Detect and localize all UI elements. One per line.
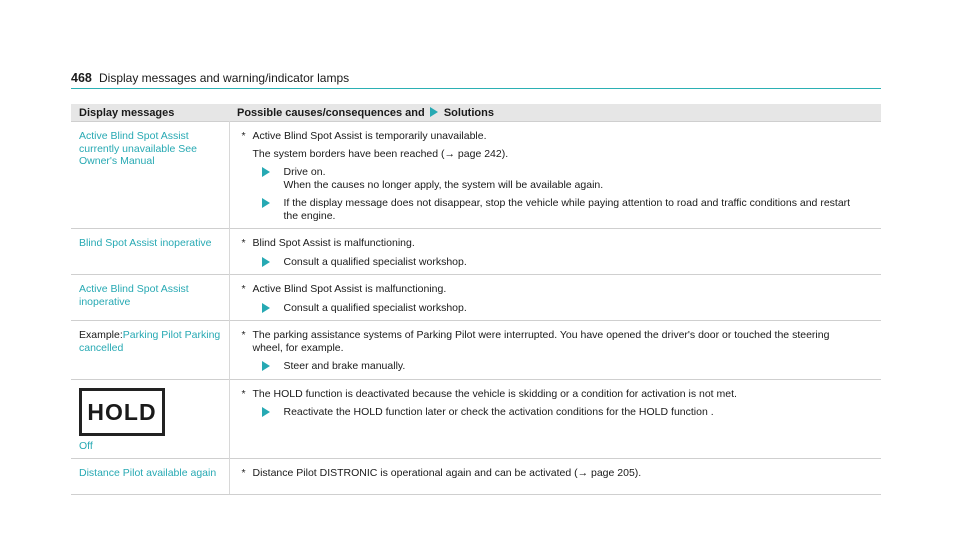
display-messages-table [71, 104, 881, 495]
table-row [71, 379, 881, 459]
step-text: Steer and brake manually. [283, 360, 406, 372]
cause [242, 467, 862, 480]
cause [242, 237, 862, 250]
step-detail: When the causes no longer apply, the system will be available again. [283, 178, 604, 191]
star-icon: * [241, 237, 246, 249]
table-row [71, 459, 881, 495]
cause [242, 388, 862, 401]
step-text: Reactivate the HOLD function later or check the activation conditions for the HOLD function . [283, 406, 714, 418]
cause-detail: The system borders have been reached (→ page 242). [252, 147, 509, 160]
solution-step [242, 406, 862, 419]
table-row [71, 229, 881, 275]
cause-text: Distance Pilot DISTRONIC is operational again and can be activated (→ page 205). [252, 467, 642, 479]
table-header-row [71, 104, 881, 122]
table-row [71, 321, 881, 380]
cause-text: The HOLD function is deactivated because the vehicle is skidding or a condition for activation is not met. [252, 387, 737, 400]
solution-step [242, 166, 862, 191]
column-header-messages: Display messages [71, 104, 229, 122]
cause [242, 283, 862, 296]
display-message-link[interactable]: Distance Pilot available again [79, 467, 217, 479]
cause-text: Blind Spot Assist is malfunctioning. [252, 237, 415, 249]
solution-cell [229, 229, 881, 275]
message-cell [71, 122, 229, 229]
message-cell [71, 379, 229, 459]
solution-cell [229, 379, 881, 459]
column-header-solutions-prefix: Possible causes/consequences and [237, 106, 425, 119]
arrow-right-icon [430, 107, 438, 117]
solution-step [242, 197, 862, 222]
message-cell [71, 275, 229, 321]
arrow-right-icon [262, 167, 270, 177]
table-row [71, 275, 881, 321]
page-title: Display messages and warning/indicator lamps [99, 71, 350, 85]
step-text: Drive on. [283, 166, 326, 178]
page-header [71, 68, 881, 89]
hold-icon: HOLD [79, 388, 165, 436]
solution-cell [229, 459, 881, 495]
star-icon: * [241, 467, 246, 479]
arrow-right-icon [262, 257, 270, 267]
step-text: If the display message does not disappear, stop the vehicle while paying attention to road and traffic conditions and restart the engine. [283, 197, 851, 222]
cause [242, 130, 862, 160]
display-message-link[interactable]: Active Blind Spot Assist inoperative [79, 283, 189, 308]
arrow-right-icon [262, 407, 270, 417]
solution-cell [229, 275, 881, 321]
step-text: Consult a qualified specialist workshop. [283, 301, 467, 314]
display-message-link[interactable]: Active Blind Spot Assist currently unavailable See Owner's Manual [79, 130, 197, 167]
solution-step [242, 302, 862, 315]
star-icon: * [241, 329, 246, 341]
cause [242, 329, 862, 354]
example-label: Example: [79, 329, 123, 341]
page-number: 468 [71, 71, 92, 85]
column-header-solutions [229, 104, 881, 122]
arrow-right-icon [262, 198, 270, 208]
solution-cell [229, 122, 881, 229]
message-cell [71, 321, 229, 380]
table-row [71, 122, 881, 229]
star-icon: * [241, 283, 246, 295]
step-text: Consult a qualified specialist workshop. [283, 255, 467, 268]
cause-text: Active Blind Spot Assist is temporarily unavailable. [252, 130, 487, 142]
display-message-link[interactable]: Parking Pilot Parking cancelled [79, 329, 221, 354]
message-cell [71, 229, 229, 275]
solution-cell [229, 321, 881, 380]
arrow-right-icon [262, 361, 270, 371]
arrow-right-icon [262, 303, 270, 313]
column-header-solutions-suffix: Solutions [443, 106, 494, 119]
cause-text: The parking assistance systems of Parking Pilot were interrupted. You have opened the driver's door or touched the steering wheel, for example. [252, 329, 830, 354]
star-icon: * [241, 130, 246, 142]
solution-step [242, 256, 862, 269]
cause-text: Active Blind Spot Assist is malfunctioning. [252, 283, 447, 295]
display-message-link[interactable]: Off [79, 439, 93, 452]
display-message-link[interactable]: Blind Spot Assist inoperative [79, 237, 212, 249]
star-icon: * [241, 387, 246, 400]
message-cell [71, 459, 229, 495]
solution-step [242, 360, 862, 373]
